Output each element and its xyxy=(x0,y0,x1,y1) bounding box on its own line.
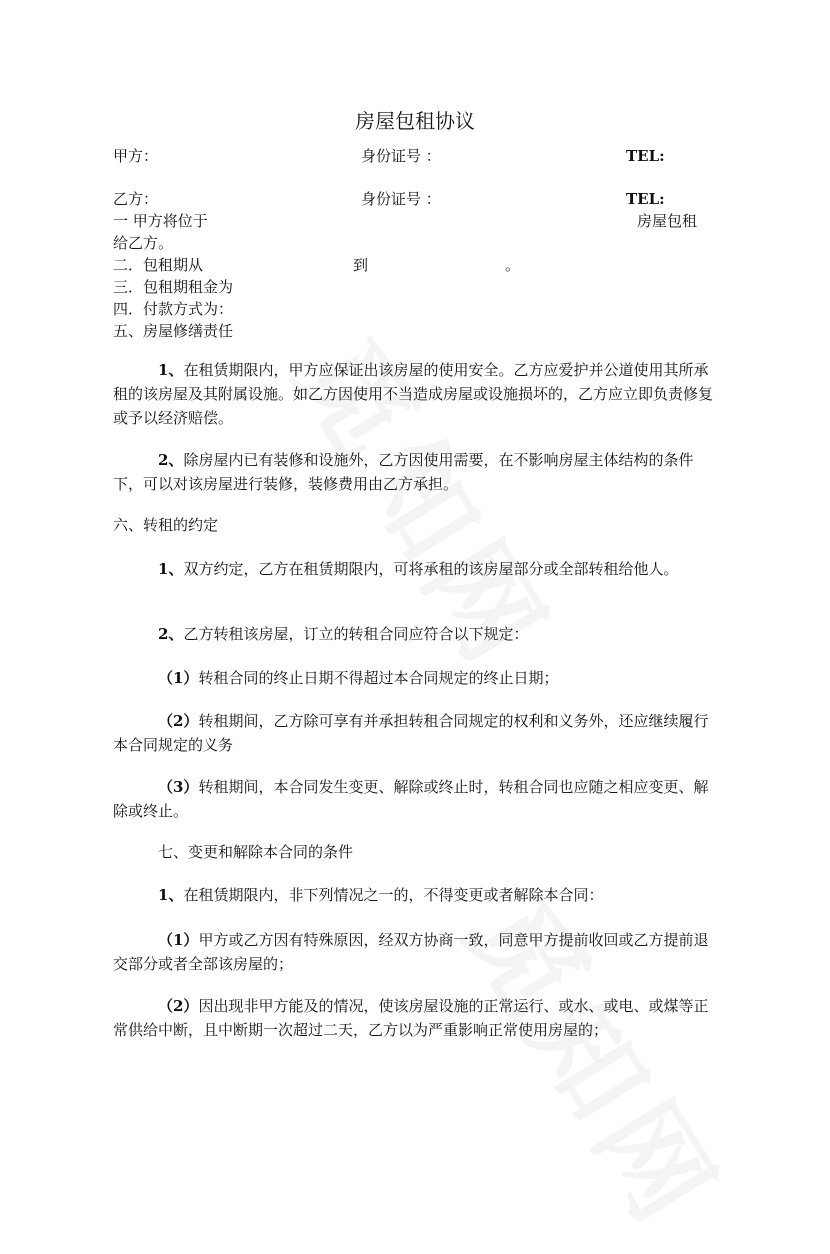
party-b-id-label: 身份证号 ： xyxy=(361,190,441,208)
paragraph-6-2 xyxy=(113,622,713,646)
paragraph-number: （1） xyxy=(158,669,199,687)
paragraph-number: （3） xyxy=(158,778,199,796)
paragraph-6-2-3 xyxy=(113,775,713,823)
document-title: 房屋包租协议 xyxy=(355,109,475,133)
paragraph-6-1 xyxy=(113,557,713,581)
party-a-tel-label: TEL: xyxy=(626,147,665,165)
paragraph-text: 转租期间，本合同发生变更、解除或终止时，转租合同也应随之相应变更、解除或终止。 xyxy=(113,778,709,820)
paragraph-number: （2） xyxy=(158,997,199,1015)
clause-2-start: 二．包租期从 xyxy=(113,256,204,274)
party-a-label: 甲方： xyxy=(113,147,159,165)
paragraph-6-2-2 xyxy=(113,709,713,757)
clause-5-heading: 五、房屋修缮责任 xyxy=(113,322,234,340)
clause-6-heading: 六、转租的约定 xyxy=(113,516,219,534)
party-a-id-label: 身份证号 ： xyxy=(361,147,441,165)
paragraph-text: 除房屋内已有装修和设施外，乙方因使用需要，在不影响房屋主体结构的条件下，可以对该房屋进行装修，装修费用由乙方承担。 xyxy=(113,451,694,493)
watermark xyxy=(438,864,763,1253)
party-b-tel-label: TEL: xyxy=(626,190,665,208)
paragraph-7-1-1 xyxy=(113,928,713,976)
paragraph-text: 转租合同的终止日期不得超过本合同规定的终止日期； xyxy=(198,669,559,687)
paragraph-text: 在租赁期限内，非下列情况之一的，不得变更或者解除本合同： xyxy=(183,886,604,904)
clause-3: 三．包租期租金为 xyxy=(113,278,234,296)
paragraph-text: 甲方或乙方因有特殊原因，经双方协商一致，同意甲方提前收回或乙方提前退交部分或者全部该房屋的； xyxy=(113,931,709,973)
clause-1-cont: 给乙方。 xyxy=(113,234,174,252)
clause-2-end: 。 xyxy=(505,256,521,274)
paragraph-7-1 xyxy=(113,883,713,907)
paragraph-number: 2、 xyxy=(158,451,184,469)
paragraph-text: 乙方转租该房屋，订立的转租合同应符合以下规定： xyxy=(183,625,529,643)
paragraph-number: （1） xyxy=(158,931,199,949)
paragraph-text: 双方约定，乙方在租赁期限内，可将承租的该房屋部分或全部转租给他人。 xyxy=(183,560,679,578)
paragraph-6-2-1 xyxy=(113,666,713,690)
paragraph-number: 1、 xyxy=(158,560,184,578)
paragraph-number: 2、 xyxy=(158,625,184,643)
clause-1-start: 一 甲方将位于 xyxy=(113,212,208,230)
paragraph-5-2 xyxy=(113,448,713,496)
paragraph-7-1-2 xyxy=(113,994,713,1042)
clause-2-mid: 到 xyxy=(353,256,369,274)
paragraph-number: 1、 xyxy=(158,361,184,379)
paragraph-text: 在租赁期限内，甲方应保证出该房屋的使用安全。乙方应爱护并公道使用其所承租的该房屋及其附属设施。如乙方因使用不当造成房屋或设施损坏的，乙方应立即负责修复或予以经济赔偿。 xyxy=(113,361,714,427)
clause-4: 四．付款方式为： xyxy=(113,300,234,318)
paragraph-number: （2） xyxy=(158,712,199,730)
party-b-label: 乙方： xyxy=(113,190,159,208)
clause-1-end: 房屋包租 xyxy=(637,212,698,230)
paragraph-text: 因出现非甲方能及的情况，使该房屋设施的正常运行、或水、或电、或煤等正常供给中断，且中断期一次超过二天，乙方以为严重影响正常使用房屋的； xyxy=(113,997,709,1039)
paragraph-text: 转租期间，乙方除可享有并承担转租合同规定的权利和义务外，还应继续履行本合同规定的义务 xyxy=(113,712,709,754)
paragraph-5-1 xyxy=(113,358,713,430)
paragraph-number: 1、 xyxy=(158,886,184,904)
clause-7-heading: 七、变更和解除本合同的条件 xyxy=(158,843,354,861)
